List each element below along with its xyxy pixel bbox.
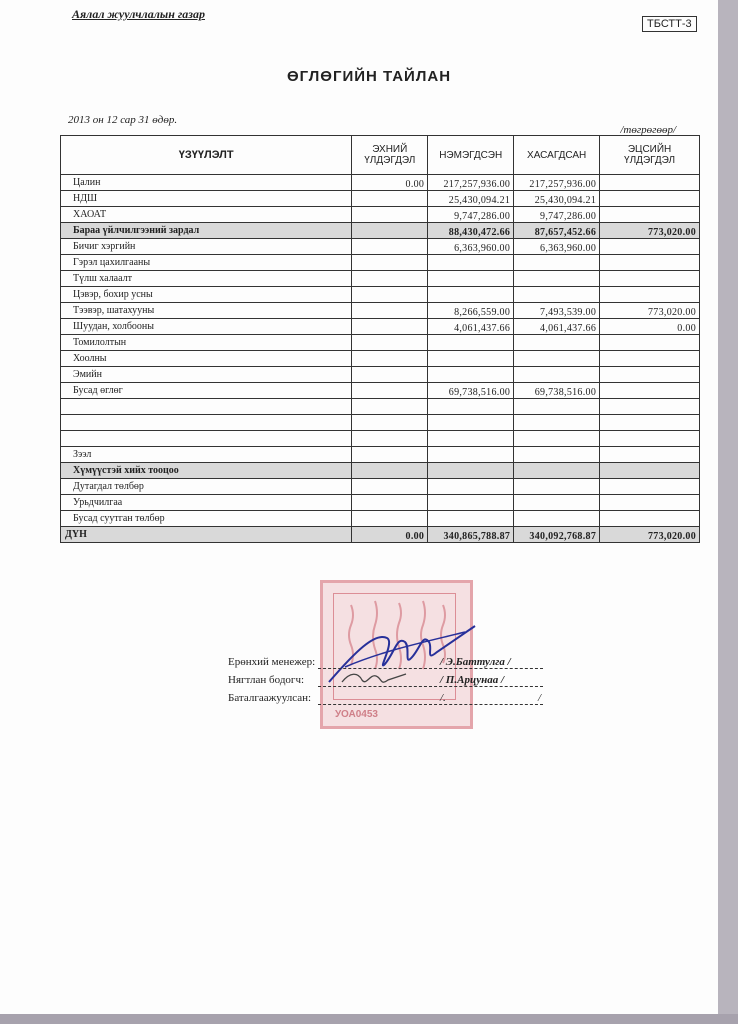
- amount-cell: [514, 255, 600, 271]
- amount-cell: [352, 447, 428, 463]
- amount-cell: 6,363,960.00: [428, 239, 514, 255]
- row-label: НДШ: [61, 191, 352, 207]
- amount-cell: [600, 351, 700, 367]
- row-label: Урьдчилгаа: [61, 495, 352, 511]
- table-row: [61, 431, 700, 447]
- amount-cell: [514, 335, 600, 351]
- row-label: Эмийн: [61, 367, 352, 383]
- amount-cell: [428, 287, 514, 303]
- amount-cell: 8,266,559.00: [428, 303, 514, 319]
- table-row: [61, 351, 700, 367]
- manager-sign-line: [318, 668, 543, 669]
- row-label: ДҮН: [61, 527, 352, 543]
- amount-cell: 9,747,286.00: [514, 207, 600, 223]
- amount-cell: 773,020.00: [600, 303, 700, 319]
- row-label: Бараа үйлчилгээний зардал: [61, 223, 352, 239]
- amount-cell: [352, 351, 428, 367]
- amount-cell: [514, 415, 600, 431]
- amount-cell: [600, 383, 700, 399]
- amount-cell: 88,430,472.66: [428, 223, 514, 239]
- table-row: [61, 463, 700, 479]
- amount-cell: [600, 447, 700, 463]
- amount-cell: [352, 271, 428, 287]
- amount-cell: [600, 271, 700, 287]
- amount-cell: [352, 335, 428, 351]
- table-row: [61, 207, 700, 223]
- manager-label: Ерөнхий менежер:: [228, 656, 316, 668]
- row-label: Цэвэр, бохир усны: [61, 287, 352, 303]
- amount-cell: 217,257,936.00: [428, 175, 514, 191]
- amount-cell: 69,738,516.00: [428, 383, 514, 399]
- amount-cell: [352, 383, 428, 399]
- row-label: Бичиг хэргийн: [61, 239, 352, 255]
- amount-cell: [352, 287, 428, 303]
- amount-cell: [600, 207, 700, 223]
- table-row: [61, 319, 700, 335]
- amount-cell: 69,738,516.00: [514, 383, 600, 399]
- amount-cell: 0.00: [352, 527, 428, 543]
- amount-cell: 25,430,094.21: [428, 191, 514, 207]
- report-date: 2013 он 12 сар 31 өдөр.: [68, 114, 178, 126]
- amount-cell: 340,092,768.87: [514, 527, 600, 543]
- amount-cell: [352, 511, 428, 527]
- table-row: [61, 271, 700, 287]
- amount-cell: [600, 495, 700, 511]
- report-title: ӨГЛӨГИЙН ТАЙЛАН: [286, 68, 452, 85]
- amount-cell: [514, 351, 600, 367]
- row-label: Дутагдал төлбөр: [61, 479, 352, 495]
- table-row: [61, 255, 700, 271]
- amount-cell: [600, 479, 700, 495]
- amount-cell: [600, 335, 700, 351]
- amount-cell: 773,020.00: [600, 223, 700, 239]
- amount-cell: [352, 239, 428, 255]
- amount-cell: [352, 303, 428, 319]
- amount-cell: [514, 511, 600, 527]
- amount-cell: [600, 239, 700, 255]
- amount-cell: [428, 335, 514, 351]
- amount-cell: 0.00: [352, 175, 428, 191]
- amount-cell: [600, 415, 700, 431]
- amount-cell: 9,747,286.00: [428, 207, 514, 223]
- amount-cell: [352, 415, 428, 431]
- row-label: [61, 415, 352, 431]
- verified-sign-line: [318, 704, 543, 705]
- row-label: [61, 399, 352, 415]
- verified-close: /: [538, 692, 542, 704]
- amount-cell: [514, 495, 600, 511]
- column-header: ЭХНИЙ ҮЛДЭГДЭЛ: [352, 136, 428, 175]
- amount-cell: [352, 495, 428, 511]
- amount-cell: 0.00: [600, 319, 700, 335]
- stamp-code: УОА0453: [335, 709, 378, 720]
- row-label: Хүмүүстэй хийх тооцоо: [61, 463, 352, 479]
- row-label: Зээл: [61, 447, 352, 463]
- amount-cell: [352, 367, 428, 383]
- column-header: ҮЗҮҮЛЭЛТ: [61, 136, 352, 175]
- amount-cell: [428, 495, 514, 511]
- verified-name: /.: [440, 692, 446, 704]
- amount-cell: [352, 479, 428, 495]
- column-header: ЭЦСИЙН ҮЛДЭГДЭЛ: [600, 136, 700, 175]
- amount-cell: [428, 511, 514, 527]
- table-row: [61, 511, 700, 527]
- table-row: [61, 175, 700, 191]
- table-row: [61, 335, 700, 351]
- table-row: [61, 447, 700, 463]
- amount-cell: [600, 431, 700, 447]
- amount-cell: 773,020.00: [600, 527, 700, 543]
- organization-name: Аялал жуулчлалын газар: [72, 7, 205, 21]
- amount-cell: [514, 367, 600, 383]
- amount-cell: [514, 287, 600, 303]
- row-label: Түлш халаалт: [61, 271, 352, 287]
- row-label: Гэрэл цахилгааны: [61, 255, 352, 271]
- table-row: [61, 287, 700, 303]
- amount-cell: [600, 175, 700, 191]
- amount-cell: [352, 463, 428, 479]
- amount-cell: [600, 463, 700, 479]
- amount-cell: [428, 399, 514, 415]
- amount-cell: [600, 511, 700, 527]
- row-label: Бусад суутган төлбөр: [61, 511, 352, 527]
- payables-table: [60, 135, 700, 543]
- accountant-name: / П.Арцунаа /: [440, 674, 504, 686]
- amount-cell: [428, 463, 514, 479]
- table-row: [61, 383, 700, 399]
- amount-cell: [428, 479, 514, 495]
- amount-cell: [428, 431, 514, 447]
- currency-unit: /төгрөгөөр/: [620, 124, 676, 136]
- scan-edge-bottom: [0, 1014, 738, 1024]
- amount-cell: 7,493,539.00: [514, 303, 600, 319]
- form-code: ТБСТТ-3: [642, 16, 697, 32]
- row-label: ХАОАТ: [61, 207, 352, 223]
- row-label: Цалин: [61, 175, 352, 191]
- table-row: [61, 399, 700, 415]
- amount-cell: [352, 399, 428, 415]
- amount-cell: [600, 255, 700, 271]
- amount-cell: 87,657,452.66: [514, 223, 600, 239]
- table-row: [61, 415, 700, 431]
- manager-name: / Э.Баттулга /: [440, 656, 511, 668]
- row-label: [61, 431, 352, 447]
- amount-cell: [514, 271, 600, 287]
- amount-cell: [428, 351, 514, 367]
- verified-label: Баталгаажуулсан:: [228, 692, 312, 704]
- accountant-label: Нягтлан бодогч:: [228, 674, 305, 686]
- amount-cell: 6,363,960.00: [514, 239, 600, 255]
- amount-cell: 4,061,437.66: [428, 319, 514, 335]
- table-row: [61, 191, 700, 207]
- amount-cell: [600, 399, 700, 415]
- amount-cell: 340,865,788.87: [428, 527, 514, 543]
- table-header-row: [61, 136, 700, 175]
- amount-cell: [514, 447, 600, 463]
- amount-cell: [352, 431, 428, 447]
- scan-edge-right: [718, 0, 738, 1024]
- amount-cell: [428, 271, 514, 287]
- amount-cell: 25,430,094.21: [514, 191, 600, 207]
- amount-cell: [428, 415, 514, 431]
- table-row: [61, 223, 700, 239]
- row-label: Шуудан, холбооны: [61, 319, 352, 335]
- row-label: Хоолны: [61, 351, 352, 367]
- column-header: НЭМЭГДСЭН: [428, 136, 514, 175]
- amount-cell: [352, 319, 428, 335]
- amount-cell: [352, 223, 428, 239]
- column-header: ХАСАГДСАН: [514, 136, 600, 175]
- amount-cell: [428, 367, 514, 383]
- amount-cell: [514, 463, 600, 479]
- row-label: Бусад өглөг: [61, 383, 352, 399]
- amount-cell: [352, 207, 428, 223]
- amount-cell: 4,061,437.66: [514, 319, 600, 335]
- table-row: [61, 303, 700, 319]
- row-label: Тээвэр, шатахууны: [61, 303, 352, 319]
- table-row: [61, 479, 700, 495]
- amount-cell: [600, 191, 700, 207]
- amount-cell: [514, 399, 600, 415]
- amount-cell: 217,257,936.00: [514, 175, 600, 191]
- table-row: [61, 239, 700, 255]
- row-label: Томилолтын: [61, 335, 352, 351]
- amount-cell: [514, 479, 600, 495]
- amount-cell: [352, 255, 428, 271]
- amount-cell: [428, 447, 514, 463]
- amount-cell: [352, 191, 428, 207]
- table-row: [61, 367, 700, 383]
- amount-cell: [428, 255, 514, 271]
- amount-cell: [514, 431, 600, 447]
- accountant-sign-line: [318, 686, 543, 687]
- amount-cell: [600, 367, 700, 383]
- table-row: [61, 495, 700, 511]
- table-row: [61, 527, 700, 543]
- amount-cell: [600, 287, 700, 303]
